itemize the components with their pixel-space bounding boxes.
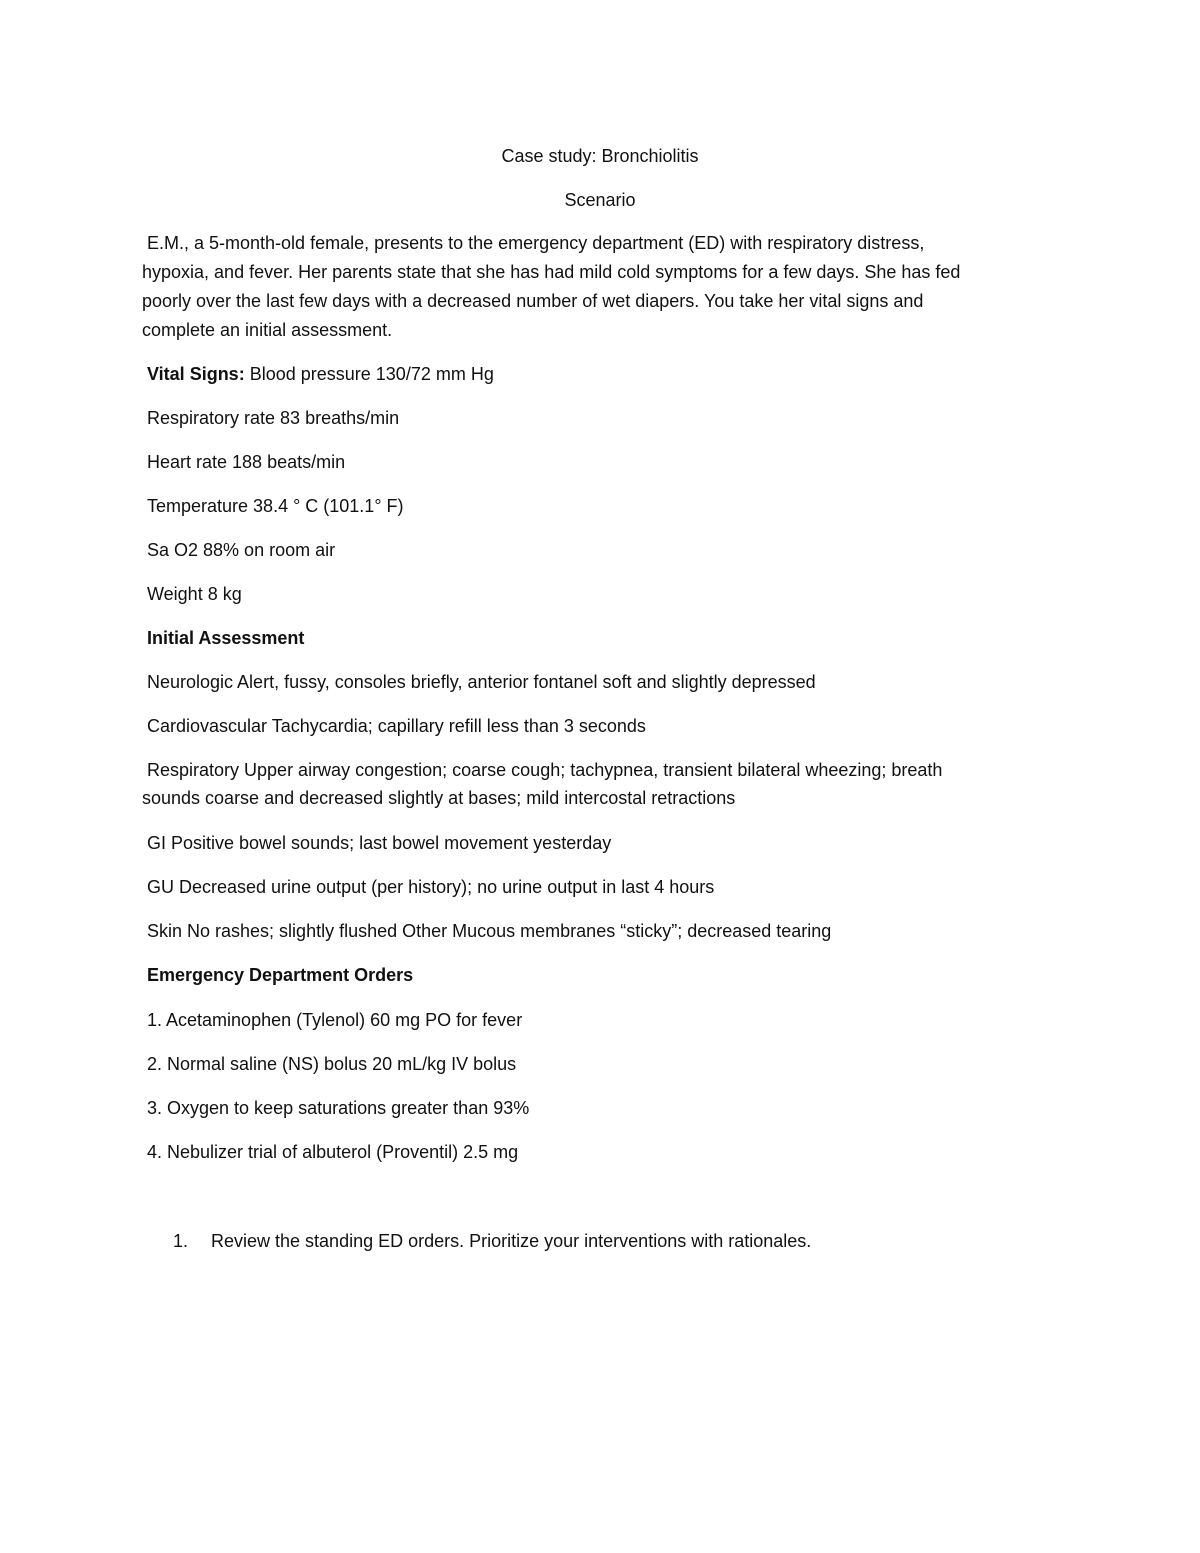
question-text: Review the standing ED orders. Prioritize your interventions with rationales. <box>211 1231 812 1251</box>
vital-bp <box>147 360 494 388</box>
scenario-line: poorly over the last few days with a decreased number of wet diapers. You take her vital signs and <box>142 291 924 311</box>
vital-hr: Heart rate 188 beats/min <box>147 452 346 472</box>
assessment-resp-cont: sounds coarse and decreased slightly at bases; mild intercostal retractions <box>142 788 736 808</box>
order-item: 3. Oxygen to keep saturations greater than 93% <box>147 1098 530 1118</box>
order-item: 2. Normal saline (NS) bolus 20 mL/kg IV bolus <box>147 1054 517 1074</box>
assessment-cardio: Cardiovascular Tachycardia; capillary refill less than 3 seconds <box>147 716 646 736</box>
orders-heading: Emergency Department Orders <box>147 965 414 985</box>
vital-bp-value: Blood pressure 130/72 mm Hg <box>249 364 494 384</box>
order-item: 4. Nebulizer trial of albuterol (Proventil) 2.5 mg <box>147 1142 519 1162</box>
scenario-line: hypoxia, and fever. Her parents state that she has had mild cold symptoms for a few days. She has fed <box>142 262 961 282</box>
page-title: Case study: Bronchiolitis <box>501 146 699 166</box>
assessment-resp: Respiratory Upper airway congestion; coarse cough; tachypnea, transient bilateral wheezing; breath <box>147 760 943 780</box>
vital-signs-label: Vital Signs: <box>147 364 245 384</box>
page-subtitle: Scenario <box>564 190 636 210</box>
assessment-skin: Skin No rashes; slightly flushed Other Mucous membranes “sticky”; decreased tearing <box>147 921 832 941</box>
vital-rr: Respiratory rate 83 breaths/min <box>147 408 400 428</box>
question-number: 1. <box>173 1231 189 1251</box>
scenario-line: complete an initial assessment. <box>142 320 393 340</box>
vital-sao2: Sa O2 88% on room air <box>147 540 336 560</box>
order-item: 1. Acetaminophen (Tylenol) 60 mg PO for fever <box>147 1010 523 1030</box>
assessment-gi: GI Positive bowel sounds; last bowel movement yesterday <box>147 833 612 853</box>
vital-temp: Temperature 38.4 ° C (101.1° F) <box>147 496 404 516</box>
assessment-gu: GU Decreased urine output (per history); no urine output in last 4 hours <box>147 877 715 897</box>
scenario-line: E.M., a 5-month-old female, presents to the emergency department (ED) with respiratory distress, <box>147 233 925 253</box>
vital-weight: Weight 8 kg <box>147 584 242 604</box>
assessment-heading: Initial Assessment <box>147 628 305 648</box>
assessment-neuro: Neurologic Alert, fussy, consoles briefly, anterior fontanel soft and slightly depressed <box>147 672 816 692</box>
